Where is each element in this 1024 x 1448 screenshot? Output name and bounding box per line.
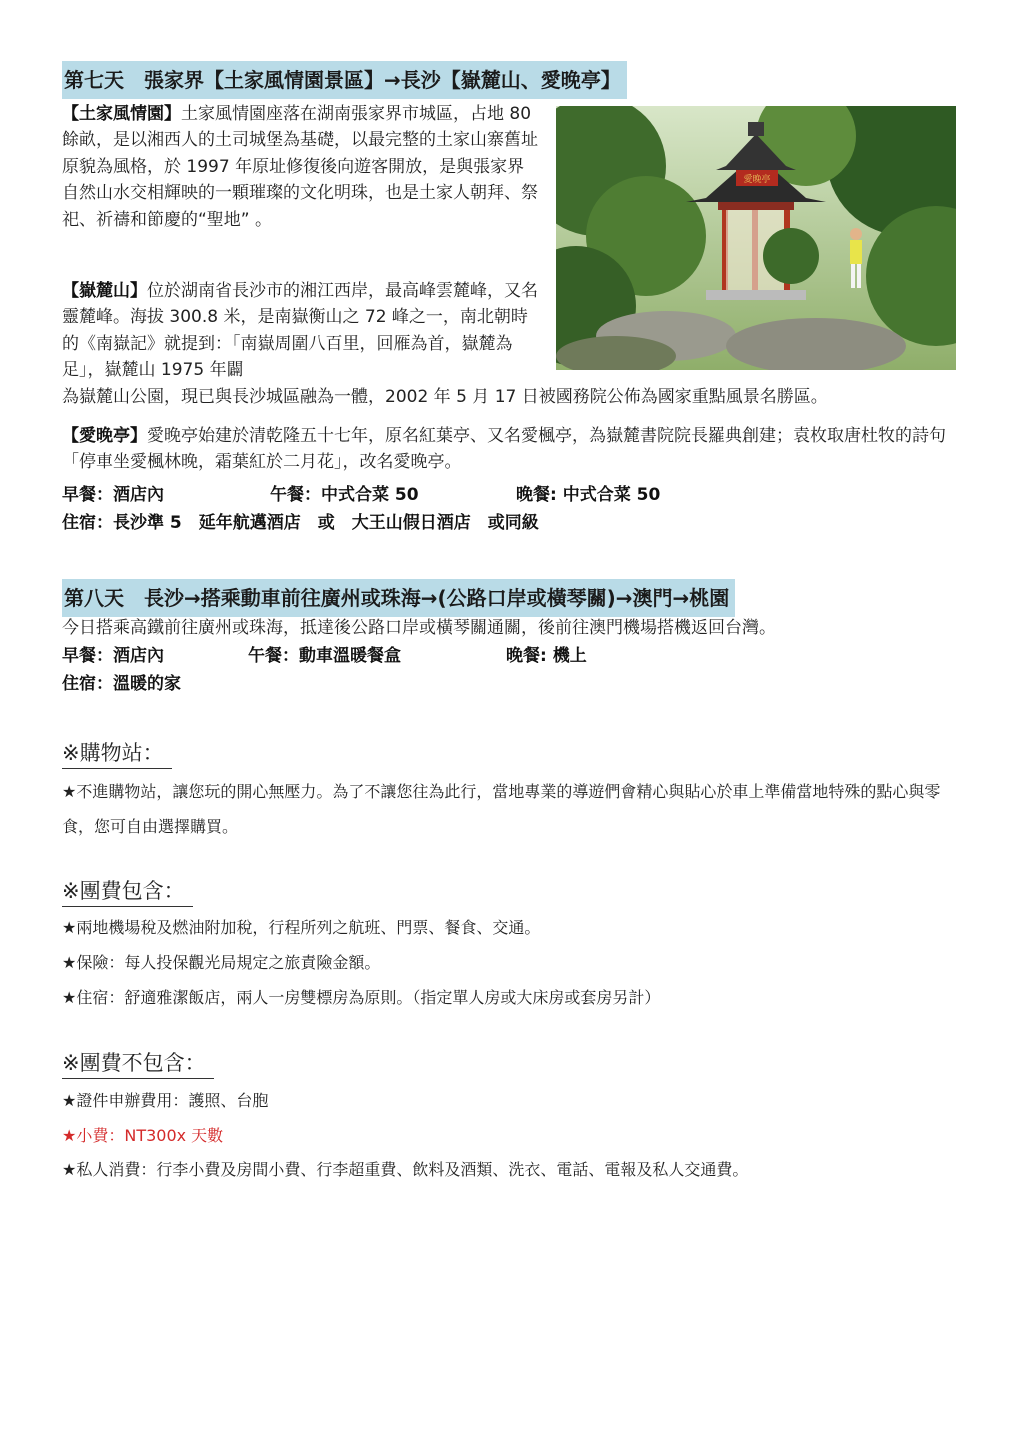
excluded-title: ※團費不包含： (62, 1048, 214, 1079)
yuelu-heading: 【嶽麓山】 (62, 281, 147, 301)
tujia-text: 土家風情園座落在湖南張家界市城區，占地 80 餘畝，是以湘西人的土司城堡為基礎，以最完整的土家山寨舊址原貌為風格，於 1997 年原址修復後向遊客開放，是與張家界自然山水交相輝映的一顆璀璨的文化明珠，也是土家人朝拜、祭祀、祈禱和節慶的“聖地” 。 (62, 104, 538, 230)
day7-lodging: 住宿：長沙準 5 延年航邁酒店 或 大王山假日酒店 或同級 (62, 513, 539, 533)
svg-text:愛晚亭: 愛晚亭 (743, 175, 771, 185)
tujia-heading: 【土家風情園】 (62, 104, 181, 124)
day8-lodging: 住宿：溫暖的家 (62, 674, 181, 694)
aiwan-heading: 【愛晚亭】 (62, 426, 147, 446)
day7-title: 第七天 張家界【土家風情園景區】→長沙【嶽麓山、愛晚亭】 (62, 61, 627, 99)
day8-title: 第八天 長沙→搭乘動車前往廣州或珠海→(公路口岸或橫琴關)→澳門→桃園 (62, 579, 735, 617)
included-item: ★兩地機場稅及燃油附加稅，行程所列之航班、門票、餐食、交通。 (62, 918, 541, 937)
yuelu-text-full: 為嶽麓山公園，現已與長沙城區融為一體，2002 年 5 月 17 日被國務院公佈為國家重點風景名勝區。 (62, 386, 828, 407)
day7-dinner: 晚餐: 中式合菜 50 (516, 485, 661, 505)
shopping-title: ※購物站： (62, 738, 172, 769)
excluded-item: ★證件申辦費用：護照、台胞 (62, 1091, 269, 1110)
included-item: ★住宿：舒適雅潔飯店，兩人一房雙標房為原則。（指定單人房或大床房或套房另計） (62, 988, 661, 1007)
aiwan-text: 愛晚亭始建於清乾隆五十七年，原名紅葉亭、又名愛楓亭，為嶽麓書院院長羅典創建；袁枚取唐杜牧的詩句「停車坐愛楓林晚，霜葉紅於二月花」，改名愛晚亭。 (62, 426, 946, 473)
shopping-text: ★不進購物站，讓您玩的開心無壓力。為了不讓您往為此行，當地專業的導遊們會精心與貼心於車上準備當地特殊的點心與零食，您可自由選擇購買。 (62, 782, 941, 836)
day8-description: 今日搭乘高鐵前往廣州或珠海，抵達後公路口岸或橫琴關通關，後前往澳門機場搭機返回台灣。 (62, 618, 776, 638)
included-title: ※團費包含： (62, 876, 193, 907)
day7-breakfast: 早餐：酒店內 (62, 485, 164, 505)
excluded-item-tip: ★小費：NT300x 天數 (62, 1126, 224, 1145)
yuelu-text-narrow: 位於湖南省長沙市的湘江西岸，最高峰雲麓峰，又名靈麓峰。海拔 300.8 米，是南嶽衡山之 72 峰之一，南北朝時的《南嶽記》就提到：「南嶽周圍八百里，回雁為首，嶽麓為足」，嶽麓山 1975 年闢 (62, 281, 538, 381)
tujia-paragraph (62, 101, 540, 233)
yuelu-paragraph (62, 278, 968, 410)
aiwan-paragraph (62, 423, 968, 476)
included-item: ★保險：每人投保觀光局規定之旅責險金額。 (62, 953, 381, 972)
day7-lunch: 午餐：中式合菜 50 (270, 485, 419, 505)
day8-breakfast: 早餐：酒店內 (62, 646, 164, 666)
excluded-item: ★私人消費：行李小費及房間小費、行李超重費、飲料及酒類、洗衣、電話、電報及私人交通費。 (62, 1160, 749, 1179)
day8-dinner: 晚餐: 機上 (506, 646, 587, 666)
day8-lunch: 午餐：動車溫暖餐盒 (248, 646, 401, 666)
